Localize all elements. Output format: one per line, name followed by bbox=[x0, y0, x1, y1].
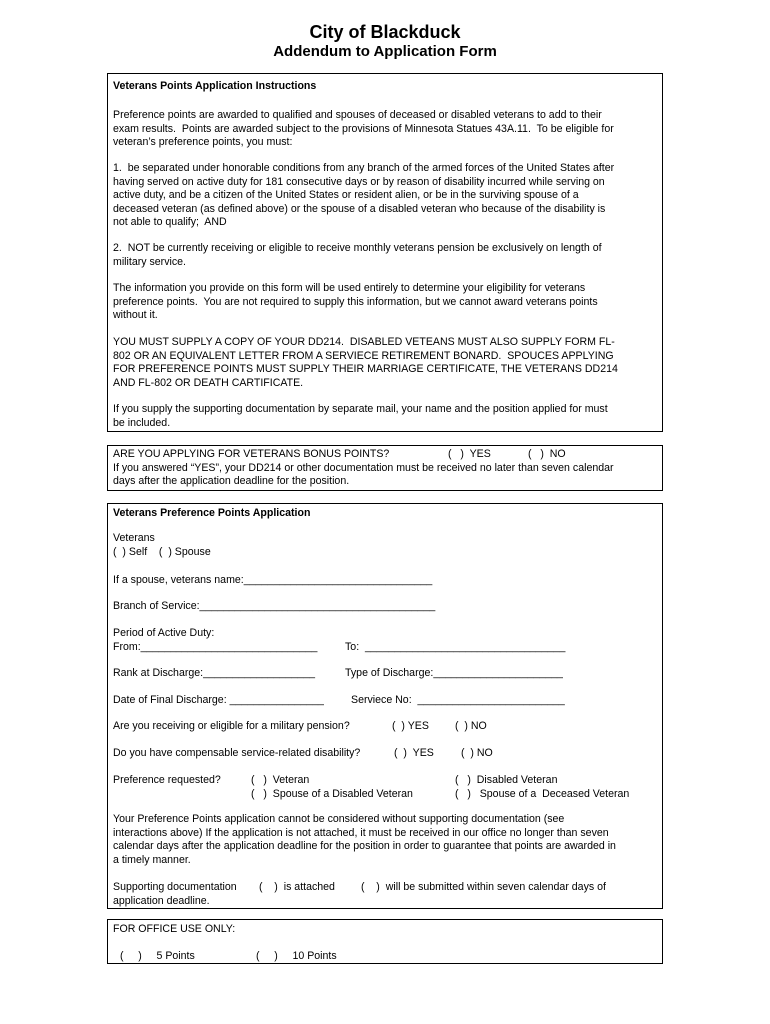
final-discharge-field[interactable]: Date of Final Discharge: ________________ bbox=[113, 694, 324, 706]
bonus-yes-option[interactable]: ( ) YES bbox=[448, 448, 491, 460]
instructions-para3-line: FOR PREFERENCE POINTS MUST SUPPLY THEIR MARRIAGE CERTIFICATE, THE VETERANS DD214 bbox=[113, 363, 618, 375]
preference-spouse-deceased-option[interactable]: ( ) Spouse of a Deceased Veteran bbox=[455, 787, 630, 800]
instructions-para2-line: without it. bbox=[113, 309, 158, 321]
pension-no-option[interactable]: ( ) NO bbox=[455, 720, 487, 732]
instructions-item1-line: having served on active duty for 181 consecutive days or by reason of disability incurred while serving on bbox=[113, 175, 605, 188]
support-attached-option[interactable]: ( ) is attached bbox=[259, 881, 335, 893]
disability-question: Do you have compensable service-related disability? bbox=[113, 747, 361, 759]
instructions-para2-line: preference points. You are not required to supply this information, but we cannot award veterans points bbox=[113, 295, 598, 308]
pension-question: Are you receiving or eligible for a military pension? bbox=[113, 720, 350, 732]
to-field[interactable]: To: __________________________________ bbox=[345, 641, 566, 653]
disability-yes-option[interactable]: ( ) YES bbox=[394, 747, 434, 759]
five-points-option[interactable]: ( ) 5 Points bbox=[120, 950, 195, 962]
support-label: Supporting documentation bbox=[113, 881, 237, 893]
instructions-para2-line: The information you provide on this form will be used entirely to determine your eligibility for veterans bbox=[113, 282, 586, 294]
preference-veteran-option[interactable]: ( ) Veteran bbox=[251, 774, 310, 786]
preference-spouse-disabled-option[interactable]: ( ) Spouse of a Disabled Veteran bbox=[251, 787, 413, 800]
instructions-para1-line: veteran’s preference points, you must: bbox=[113, 136, 293, 148]
preference-label: Preference requested? bbox=[113, 774, 221, 786]
branch-field[interactable]: Branch of Service:________________________________________ bbox=[113, 600, 436, 612]
self-spouse-options[interactable]: ( ) Self ( ) Spouse bbox=[113, 546, 211, 558]
ten-points-option[interactable]: ( ) 10 Points bbox=[256, 950, 337, 962]
form-subtitle: Addendum to Application Form bbox=[273, 43, 497, 60]
instructions-para3-line: 802 OR AN EQUIVALENT LETTER FROM A SERVIECE RETIREMENT BONARD. SPOUCES APPLYING bbox=[113, 349, 614, 362]
instructions-item2-line: military service. bbox=[113, 255, 186, 268]
from-field[interactable]: From:______________________________ bbox=[113, 641, 318, 653]
period-label: Period of Active Duty: bbox=[113, 627, 215, 639]
instructions-item1-line: active duty, and be a citizen of the United States or resident alien, or be in the surviving spouse of a bbox=[113, 189, 579, 201]
support-later-option[interactable]: ( ) will be submitted within seven calendar days of bbox=[361, 881, 606, 893]
application-note-line: calendar days after the application deadline for the position in order to guarantee that points are awarded in bbox=[113, 840, 616, 852]
service-no-field[interactable]: Serviece No: _________________________ bbox=[351, 694, 565, 706]
bonus-no-option[interactable]: ( ) NO bbox=[528, 448, 566, 460]
instructions-heading: Veterans Points Application Instructions bbox=[113, 80, 317, 92]
page-title: City of Blackduck bbox=[309, 22, 461, 42]
preference-disabled-option[interactable]: ( ) Disabled Veteran bbox=[455, 774, 558, 786]
application-note-line: Your Preference Points application cannot be considered without supporting documentation (see bbox=[113, 813, 565, 825]
bonus-note-line: If you answered “YES”, your DD214 or other documentation must be received no later than seven calendar bbox=[113, 461, 614, 474]
instructions-item1-line: not able to qualify; AND bbox=[113, 216, 227, 228]
application-heading: Veterans Preference Points Application bbox=[113, 507, 311, 519]
support-line2: application deadline. bbox=[113, 894, 210, 907]
disability-no-option[interactable]: ( ) NO bbox=[461, 747, 493, 759]
instructions-para4-line: be included. bbox=[113, 416, 171, 429]
instructions-item1-line: 1. be separated under honorable conditions from any branch of the armed forces of the United States after bbox=[113, 162, 615, 174]
veterans-label: Veterans bbox=[113, 532, 155, 544]
instructions-para3-line: YOU MUST SUPPLY A COPY OF YOUR DD214. DISABLED VETEANS MUST ALSO SUPPLY FORM FL- bbox=[113, 336, 615, 348]
instructions-para3-line: AND FL-802 OR DEATH CARTIFICATE. bbox=[113, 376, 304, 389]
rank-field[interactable]: Rank at Discharge:___________________ bbox=[113, 667, 316, 679]
bonus-question: ARE YOU APPLYING FOR VETERANS BONUS POINTS? bbox=[113, 448, 390, 460]
discharge-type-field[interactable]: Type of Discharge:______________________ bbox=[345, 667, 563, 679]
application-note-line: interactions above) If the application is not attached, it must be received in our office no longer than seven bbox=[113, 826, 609, 839]
instructions-para1-line: exam results. Points are awarded subject to the provisions of Minnesota Statues 43A.11. To be eligible for bbox=[113, 122, 614, 135]
office-use-heading: FOR OFFICE USE ONLY: bbox=[113, 923, 236, 935]
pension-yes-option[interactable]: ( ) YES bbox=[392, 720, 429, 732]
instructions-para4-line: If you supply the supporting documentation by separate mail, your name and the position applied for must bbox=[113, 403, 608, 415]
instructions-item2-line: 2. NOT be currently receiving or eligible to receive monthly veterans pension be exclusively on length of bbox=[113, 242, 602, 254]
spouse-name-field[interactable]: If a spouse, veterans name:________________________________ bbox=[113, 574, 433, 586]
application-note-line: a timely manner. bbox=[113, 853, 191, 866]
instructions-para1-line: Preference points are awarded to qualified and spouses of deceased or disabled veterans to add to their bbox=[113, 109, 602, 121]
bonus-note-line: days after the application deadline for the position. bbox=[113, 475, 350, 487]
instructions-item1-line: deceased veteran (as defined above) or the spouse of a disabled veteran who because of the disability is bbox=[113, 202, 606, 215]
